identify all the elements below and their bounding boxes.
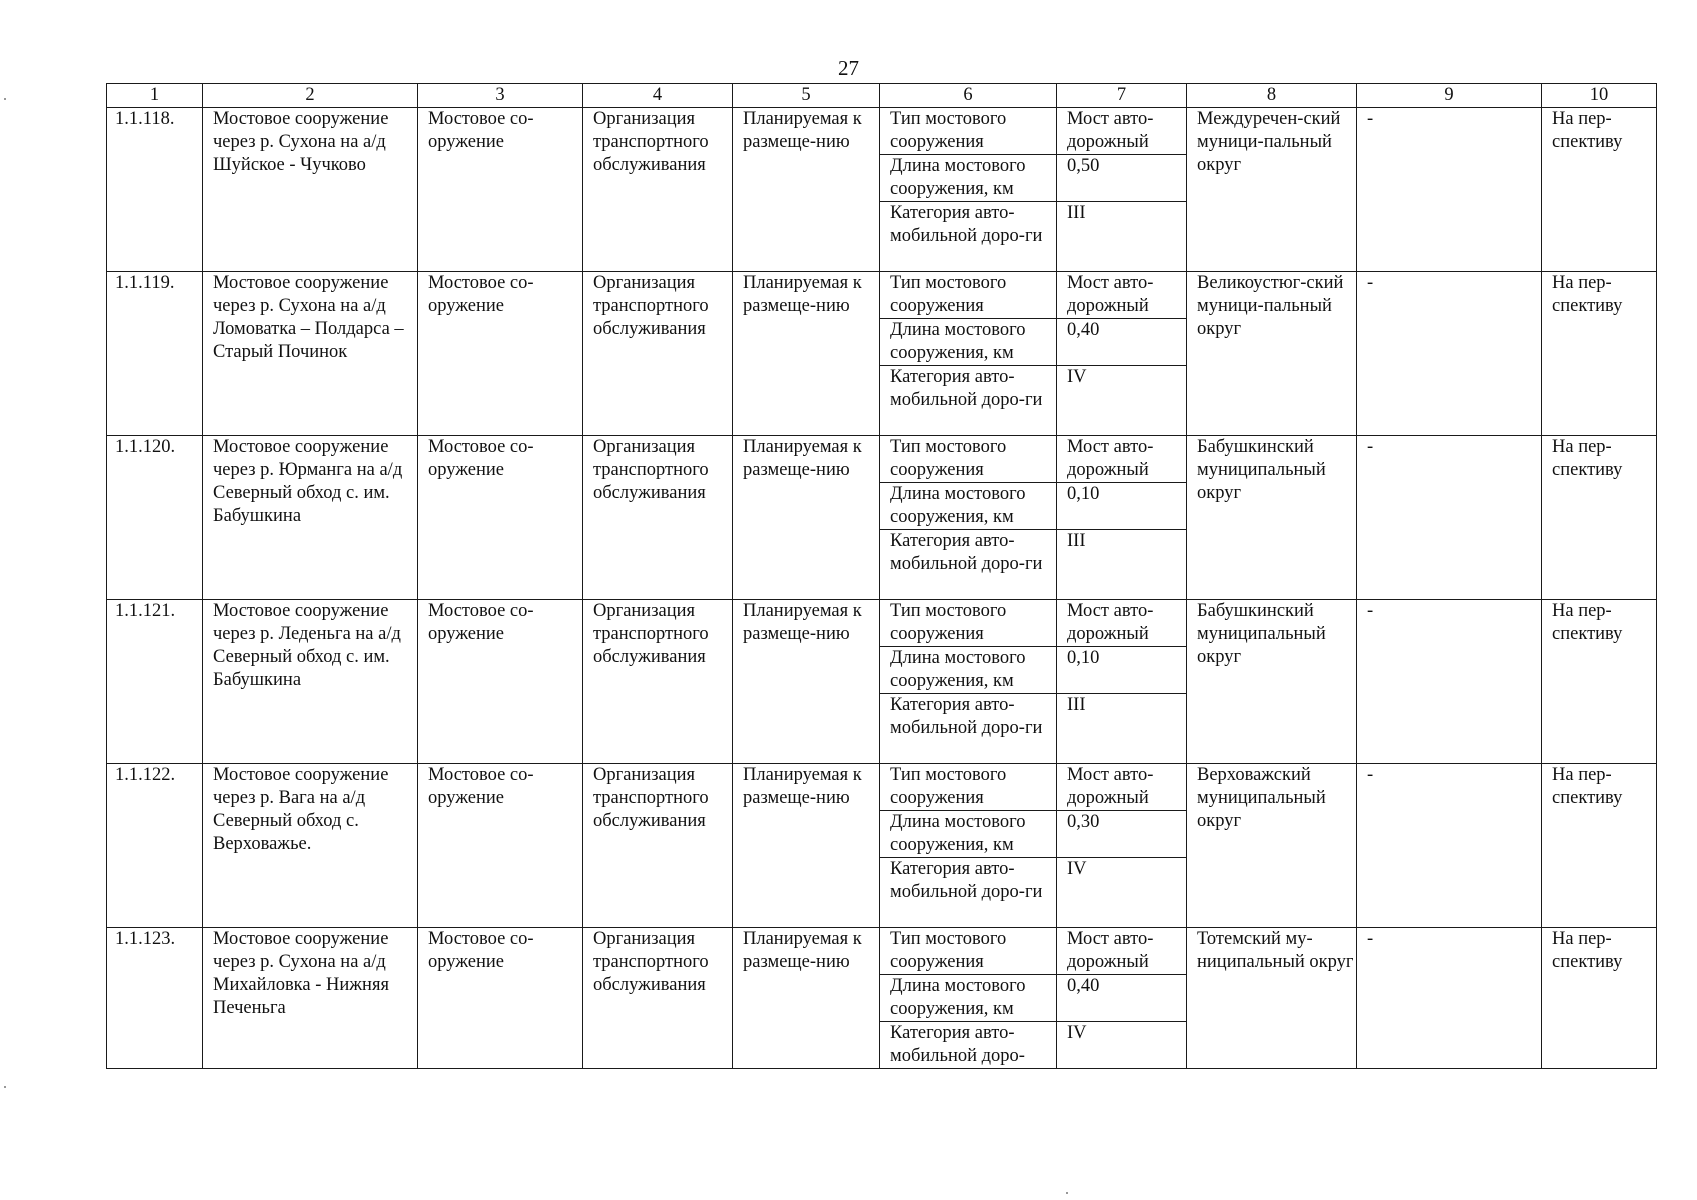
object-type-cell: Мостовое со-оружение	[418, 108, 583, 272]
status-cell: Планируемая к размеще-нию	[733, 928, 880, 1069]
status-cell: Планируемая к размеще-нию	[733, 436, 880, 600]
table-row	[107, 928, 1657, 975]
param-value-cell: Мост авто-дорожный	[1057, 108, 1187, 155]
col9-cell: -	[1357, 764, 1542, 928]
row-id-cell: 1.1.121.	[107, 600, 203, 764]
param-label-cell: Категория авто-мобильной доро-ги	[880, 366, 1057, 436]
param-value-cell: 0,10	[1057, 647, 1187, 694]
param-label-cell: Категория авто-мобильной доро-ги	[880, 694, 1057, 764]
param-label-cell: Длина мостового сооружения, км	[880, 975, 1057, 1022]
param-label-cell: Категория авто-мобильной доро-	[880, 1022, 1057, 1069]
location-cell: Бабушкинский муниципальный округ	[1187, 436, 1357, 600]
param-value-cell: III	[1057, 530, 1187, 600]
object-name-cell: Мостовое сооружение через р. Сухона на а/д Шуйское - Чучково	[203, 108, 418, 272]
table-row	[107, 436, 1657, 483]
location-cell: Тотемский му-ниципальный округ	[1187, 928, 1357, 1069]
object-name-cell: Мостовое сооружение через р. Юрманга на а/д Северный обход с. им. Бабушкина	[203, 436, 418, 600]
object-type-cell: Мостовое со-оружение	[418, 764, 583, 928]
row-id-cell: 1.1.120.	[107, 436, 203, 600]
table-row	[107, 764, 1657, 811]
status-cell: Планируемая к размеще-нию	[733, 108, 880, 272]
param-label-cell: Тип мостового сооружения	[880, 272, 1057, 319]
status-cell: Планируемая к размеще-нию	[733, 764, 880, 928]
purpose-cell: Организация транспортного обслуживания	[583, 764, 733, 928]
param-label-cell: Категория авто-мобильной доро-ги	[880, 202, 1057, 272]
location-cell: Бабушкинский муниципальный округ	[1187, 600, 1357, 764]
location-cell: Великоустюг-ский муници-пальный округ	[1187, 272, 1357, 436]
column-number: 4	[583, 84, 733, 108]
param-label-cell: Тип мостового сооружения	[880, 436, 1057, 483]
param-value-cell: III	[1057, 694, 1187, 764]
column-number: 7	[1057, 84, 1187, 108]
status-cell: Планируемая к размеще-нию	[733, 600, 880, 764]
table-row	[107, 600, 1657, 647]
term-cell: На пер-спективу	[1542, 928, 1657, 1069]
column-number: 5	[733, 84, 880, 108]
purpose-cell: Организация транспортного обслуживания	[583, 108, 733, 272]
table-row	[107, 108, 1657, 155]
column-number: 6	[880, 84, 1057, 108]
object-name-cell: Мостовое сооружение через р. Леденьга на а/д Северный обход с. им. Бабушкина	[203, 600, 418, 764]
object-name-cell: Мостовое сооружение через р. Сухона на а/д Михайловка - Нижняя Печеньга	[203, 928, 418, 1069]
location-cell: Верховажский муниципальный округ	[1187, 764, 1357, 928]
param-value-cell: Мост авто-дорожный	[1057, 272, 1187, 319]
row-id-cell: 1.1.122.	[107, 764, 203, 928]
column-number: 2	[203, 84, 418, 108]
param-value-cell: 0,30	[1057, 811, 1187, 858]
term-cell: На пер-спективу	[1542, 108, 1657, 272]
col9-cell: -	[1357, 600, 1542, 764]
row-id-cell: 1.1.119.	[107, 272, 203, 436]
param-label-cell: Тип мостового сооружения	[880, 108, 1057, 155]
param-value-cell: Мост авто-дорожный	[1057, 764, 1187, 811]
param-value-cell: IV	[1057, 366, 1187, 436]
object-name-cell: Мостовое сооружение через р. Сухона на а/д Ломоватка – Полдарса – Старый Починок	[203, 272, 418, 436]
object-type-cell: Мостовое со-оружение	[418, 928, 583, 1069]
param-label-cell: Тип мостового сооружения	[880, 764, 1057, 811]
table-row	[107, 272, 1657, 319]
scan-speck	[4, 98, 6, 100]
object-name-cell: Мостовое сооружение через р. Вага на а/д Северный обход с. Верховажье.	[203, 764, 418, 928]
param-value-cell: 0,50	[1057, 155, 1187, 202]
purpose-cell: Организация транспортного обслуживания	[583, 928, 733, 1069]
row-id-cell: 1.1.123.	[107, 928, 203, 1069]
scan-speck	[1066, 1192, 1068, 1194]
column-number: 3	[418, 84, 583, 108]
purpose-cell: Организация транспортного обслуживания	[583, 600, 733, 764]
term-cell: На пер-спективу	[1542, 764, 1657, 928]
status-cell: Планируемая к размеще-нию	[733, 272, 880, 436]
term-cell: На пер-спективу	[1542, 436, 1657, 600]
column-number-row	[107, 84, 1657, 108]
param-value-cell: IV	[1057, 1022, 1187, 1069]
param-value-cell: Мост авто-дорожный	[1057, 928, 1187, 975]
param-label-cell: Длина мостового сооружения, км	[880, 319, 1057, 366]
param-value-cell: Мост авто-дорожный	[1057, 436, 1187, 483]
column-number: 8	[1187, 84, 1357, 108]
scan-speck	[4, 1086, 6, 1088]
col9-cell: -	[1357, 928, 1542, 1069]
registry-table	[106, 83, 1657, 1069]
col9-cell: -	[1357, 108, 1542, 272]
page-number: 27	[838, 56, 859, 80]
param-label-cell: Тип мостового сооружения	[880, 600, 1057, 647]
location-cell: Междуречен-ский муници-пальный округ	[1187, 108, 1357, 272]
object-type-cell: Мостовое со-оружение	[418, 272, 583, 436]
param-value-cell: 0,10	[1057, 483, 1187, 530]
param-label-cell: Тип мостового сооружения	[880, 928, 1057, 975]
col9-cell: -	[1357, 436, 1542, 600]
column-number: 1	[107, 84, 203, 108]
param-value-cell: 0,40	[1057, 975, 1187, 1022]
param-value-cell: IV	[1057, 858, 1187, 928]
param-label-cell: Длина мостового сооружения, км	[880, 647, 1057, 694]
param-label-cell: Длина мостового сооружения, км	[880, 811, 1057, 858]
purpose-cell: Организация транспортного обслуживания	[583, 436, 733, 600]
term-cell: На пер-спективу	[1542, 600, 1657, 764]
object-type-cell: Мостовое со-оружение	[418, 436, 583, 600]
column-number: 9	[1357, 84, 1542, 108]
param-label-cell: Категория авто-мобильной доро-ги	[880, 530, 1057, 600]
row-id-cell: 1.1.118.	[107, 108, 203, 272]
col9-cell: -	[1357, 272, 1542, 436]
param-label-cell: Длина мостового сооружения, км	[880, 155, 1057, 202]
param-label-cell: Длина мостового сооружения, км	[880, 483, 1057, 530]
param-value-cell: Мост авто-дорожный	[1057, 600, 1187, 647]
object-type-cell: Мостовое со-оружение	[418, 600, 583, 764]
param-value-cell: 0,40	[1057, 319, 1187, 366]
table-body	[107, 84, 1657, 1069]
param-value-cell: III	[1057, 202, 1187, 272]
purpose-cell: Организация транспортного обслуживания	[583, 272, 733, 436]
param-label-cell: Категория авто-мобильной доро-ги	[880, 858, 1057, 928]
column-number: 10	[1542, 84, 1657, 108]
term-cell: На пер-спективу	[1542, 272, 1657, 436]
